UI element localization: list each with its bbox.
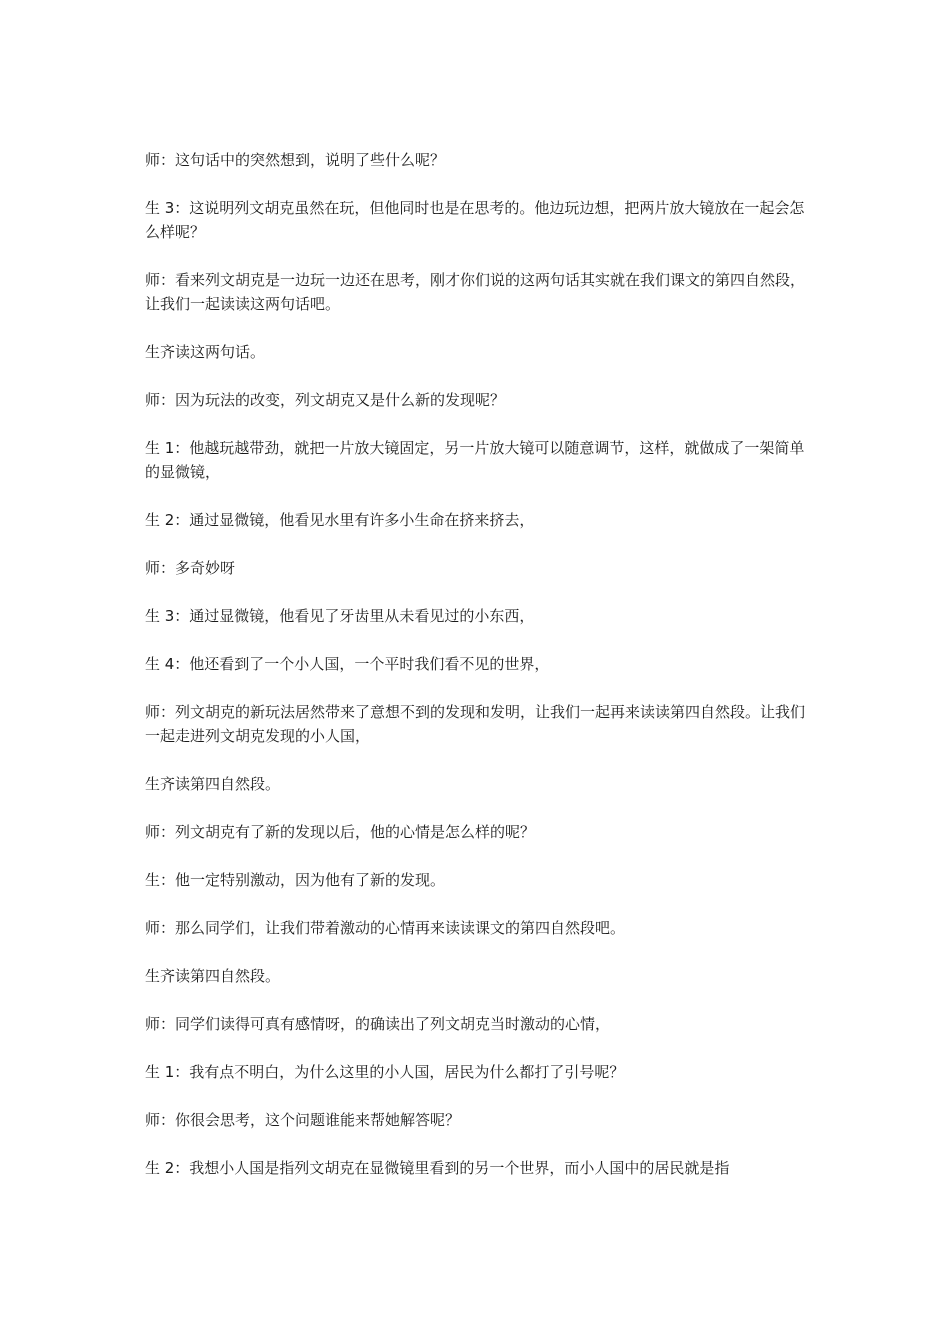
paragraph: 生 1：我有点不明白，为什么这里的小人国，居民为什么都打了引号呢？ [145,1063,625,1081]
paragraph: 师：你很会思考，这个问题谁能来帮她解答呢？ [145,1111,461,1129]
paragraph: 生 4：他还看到了一个小人国，一个平时我们看不见的世界， [145,655,550,673]
paragraph: 师：多奇妙呀 [145,559,236,577]
paragraph: 生齐读这两句话。 [145,343,266,361]
paragraph: 生 3：通过显微镜，他看见了牙齿里从未看见过的小东西， [145,607,535,625]
paragraph: 生齐读第四自然段。 [145,967,281,985]
paragraph: 师：那么同学们，让我们带着激动的心情再来读读课文的第四自然段吧。 [145,919,626,937]
paragraph: 生 3：这说明列文胡克虽然在玩，但他同时也是在思考的。他边玩边想，把两片放大镜放在一起会怎么样呢？ [145,199,805,241]
paragraph: 师：看来列文胡克是一边玩一边还在思考，刚才你们说的这两句话其实就在我们课文的第四自然段，让我们一起读读这两句话吧。 [145,271,806,313]
paragraph: 师：列文胡克有了新的发现以后，他的心情是怎么样的呢？ [145,823,536,841]
paragraph: 生：他一定特别激动，因为他有了新的发现。 [145,871,446,889]
paragraph: 师：因为玩法的改变，列文胡克又是什么新的发现呢？ [145,391,506,409]
paragraph: 生 1：他越玩越带劲，就把一片放大镜固定，另一片放大镜可以随意调节，这样，就做成了一架简单的显微镜， [145,439,805,481]
paragraph: 生 2：通过显微镜，他看见水里有许多小生命在挤来挤去， [145,511,535,529]
paragraph: 生 2：我想小人国是指列文胡克在显微镜里看到的另一个世界，而小人国中的居民就是指 [145,1159,730,1177]
paragraph: 师：这句话中的突然想到，说明了些什么呢？ [145,151,446,169]
paragraph: 生齐读第四自然段。 [145,775,281,793]
paragraph: 师：列文胡克的新玩法居然带来了意想不到的发现和发明，让我们一起再来读读第四自然段。让我们一起走进列文胡克发现的小人国， [145,703,806,745]
document-body [145,148,813,1204]
paragraph: 师：同学们读得可真有感情呀，的确读出了列文胡克当时激动的心情， [145,1015,611,1033]
